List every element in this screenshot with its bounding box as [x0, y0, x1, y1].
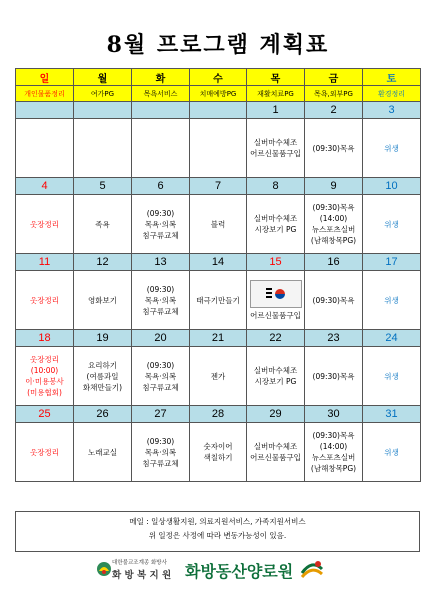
- activity-text: 숫자이어: [203, 442, 233, 451]
- date-number: 31: [363, 406, 421, 423]
- activity-text: 위생: [384, 371, 399, 381]
- date-number: [74, 102, 132, 119]
- activity-cell: [132, 119, 190, 178]
- activity-text: 색칠하기: [203, 453, 233, 462]
- activity-text: 실버마수체조: [253, 138, 298, 147]
- program-theme: 재활치료PG: [247, 86, 305, 102]
- activity-text: 실버마수체조: [253, 366, 298, 375]
- activity-cell: [190, 423, 247, 482]
- date-number: 26: [74, 406, 132, 423]
- activity-text: 실버마수체조: [253, 214, 298, 223]
- activity-cell: [74, 271, 132, 330]
- date-row: [16, 102, 421, 119]
- activity-text: 목욕·의복: [144, 371, 177, 381]
- date-number: 17: [363, 254, 421, 271]
- activity-text: 목욕·의복: [144, 295, 177, 305]
- activity-row: [16, 195, 421, 254]
- activity-text: 옷장정리: [30, 219, 59, 229]
- date-number: 2: [305, 102, 363, 119]
- weekday-header: 화: [132, 69, 190, 86]
- activity-text: 이·미용봉사: [25, 377, 64, 386]
- footer: [0, 553, 436, 587]
- date-number: 12: [74, 254, 132, 271]
- date-number: [190, 102, 247, 119]
- activity-text: 어르신물품구입: [250, 149, 301, 158]
- theme-row: [16, 86, 421, 102]
- activity-text: (여름과일: [86, 371, 119, 381]
- date-number: 27: [132, 406, 190, 423]
- date-number: 10: [363, 178, 421, 195]
- activity-cell: [363, 423, 421, 482]
- activity-text: 시장보기 PG: [254, 377, 297, 386]
- date-number: 25: [16, 406, 74, 423]
- activity-text: (남해창목PG): [310, 464, 357, 473]
- schedule-table: [15, 68, 421, 482]
- activity-text: (09:30)목욕: [312, 371, 355, 381]
- activity-text: (09:30): [146, 208, 175, 218]
- date-number: [132, 102, 190, 119]
- activity-text: 어르신물품구입: [250, 310, 301, 320]
- activity-text: 블럭: [210, 219, 226, 229]
- date-number: 24: [363, 330, 421, 347]
- program-theme: 환경정리: [363, 86, 421, 102]
- date-number: 5: [74, 178, 132, 195]
- activity-cell: [305, 119, 363, 178]
- program-theme: 목욕서비스: [132, 86, 190, 102]
- org-branch-name: 화 방 복 지 원: [112, 570, 172, 581]
- date-number: 18: [16, 330, 74, 347]
- program-theme: 치매예방PG: [190, 86, 247, 102]
- date-number: 23: [305, 330, 363, 347]
- activity-text: 노래교실: [88, 447, 117, 457]
- activity-text: 젠가: [210, 371, 226, 381]
- activity-text: 목욕·의복: [144, 219, 177, 229]
- activity-cell: [305, 195, 363, 254]
- activity-cell: [132, 271, 190, 330]
- activity-text: (09:30)목욕: [312, 431, 355, 440]
- date-number: 1: [247, 102, 305, 119]
- remark-line-1: 메일 : 일상생활지원, 의료지원서비스, 가족지원서비스: [129, 517, 306, 526]
- activity-cell: [190, 271, 247, 330]
- weekday-header: 금: [305, 69, 363, 86]
- date-number: 15: [247, 254, 305, 271]
- activity-text: 침구류교체: [142, 382, 179, 392]
- korean-flag-icon: [250, 280, 302, 308]
- date-number: [16, 102, 74, 119]
- org-parent-name: 대한불교조계종 화방사: [112, 560, 167, 566]
- activity-text: 실버마수체조: [253, 442, 298, 451]
- activity-cell: [190, 195, 247, 254]
- activity-cell: [363, 119, 421, 178]
- activity-text: 위생: [384, 295, 399, 305]
- remark-line-2: 위 일정은 사정에 따라 변동가능성이 있음.: [148, 531, 287, 540]
- activity-cell: [74, 423, 132, 482]
- date-number: 3: [363, 102, 421, 119]
- date-number: 22: [247, 330, 305, 347]
- activity-text: 화채만들기): [82, 382, 123, 392]
- activity-text: 침구류교체: [142, 458, 179, 468]
- activity-cell: [16, 195, 74, 254]
- date-number: 8: [247, 178, 305, 195]
- activity-row: [16, 119, 421, 178]
- activity-text: 위생: [384, 219, 399, 229]
- activity-cell: [247, 271, 305, 330]
- program-theme: 개인물품정리: [16, 86, 74, 102]
- activity-row: [16, 271, 421, 330]
- activity-text: (10:00): [30, 366, 59, 375]
- activity-text: (미용협회): [27, 388, 62, 397]
- date-number: 6: [132, 178, 190, 195]
- activity-text: 요리하기: [88, 360, 117, 370]
- activity-cell: [190, 347, 247, 406]
- date-number: 14: [190, 254, 247, 271]
- activity-text: 위생: [384, 143, 399, 153]
- weekday-header: 토: [363, 69, 421, 86]
- activity-text: 위생: [384, 447, 399, 457]
- activity-text: 목욕·의복: [144, 447, 177, 457]
- remark-box: [15, 511, 420, 552]
- date-number: 19: [74, 330, 132, 347]
- date-number: 13: [132, 254, 190, 271]
- activity-text: 어르신물품구입: [250, 453, 301, 462]
- activity-cell: [132, 195, 190, 254]
- page-title: 8월 프로그램 계획표: [106, 32, 330, 58]
- activity-cell: [16, 119, 74, 178]
- date-number: 4: [16, 178, 74, 195]
- activity-row: [16, 347, 421, 406]
- activity-cell: [74, 347, 132, 406]
- activity-text: (09:30)목욕: [312, 203, 355, 212]
- activity-text: 침구류교체: [142, 306, 179, 316]
- activity-text: (남해창목PG): [310, 236, 357, 245]
- activity-text: 태극기만들기: [196, 295, 240, 305]
- activity-text: (14:00): [319, 214, 348, 223]
- date-number: 30: [305, 406, 363, 423]
- activity-cell: [74, 119, 132, 178]
- temple-logo-icon: [96, 561, 112, 577]
- date-number: 9: [305, 178, 363, 195]
- date-number: 20: [132, 330, 190, 347]
- date-row: [16, 178, 421, 195]
- activity-cell: [16, 423, 74, 482]
- activity-cell: [247, 119, 305, 178]
- date-row: [16, 330, 421, 347]
- activity-cell: [363, 347, 421, 406]
- activity-cell: [132, 423, 190, 482]
- org-main-name: 화방동산양로원: [185, 562, 294, 581]
- activity-text: (09:30): [146, 360, 175, 370]
- activity-text: 영화보기: [88, 295, 117, 305]
- activity-row: [16, 423, 421, 482]
- activity-cell: [363, 271, 421, 330]
- activity-cell: [305, 347, 363, 406]
- activity-cell: [247, 195, 305, 254]
- activity-cell: [247, 423, 305, 482]
- activity-text: 옷장정리: [30, 295, 59, 305]
- date-number: 28: [190, 406, 247, 423]
- weekday-header: 일: [16, 69, 74, 86]
- activity-cell: [16, 347, 74, 406]
- activity-text: 옷장정리: [30, 355, 59, 364]
- activity-cell: [190, 119, 247, 178]
- activity-cell: [74, 195, 132, 254]
- activity-cell: [305, 423, 363, 482]
- date-row: [16, 406, 421, 423]
- activity-cell: [305, 271, 363, 330]
- program-theme: 여가PG: [74, 86, 132, 102]
- activity-cell: [132, 347, 190, 406]
- weekday-header: 월: [74, 69, 132, 86]
- weekday-header-row: [16, 69, 421, 86]
- weekday-header: 목: [247, 69, 305, 86]
- date-number: 16: [305, 254, 363, 271]
- activity-text: 옷장정리: [30, 447, 59, 457]
- weekday-header: 수: [190, 69, 247, 86]
- activity-text: 족욕: [95, 219, 110, 229]
- date-number: 11: [16, 254, 74, 271]
- activity-text: (14:00): [319, 442, 348, 451]
- activity-text: 뉴스포츠실버: [311, 225, 356, 234]
- activity-text: 뉴스포츠실버: [311, 453, 356, 462]
- activity-text: (09:30)목욕: [312, 143, 355, 153]
- activity-cell: [16, 271, 74, 330]
- program-theme: 목욕,외부PG: [305, 86, 363, 102]
- activity-text: (09:30)목욕: [312, 295, 355, 305]
- date-number: 21: [190, 330, 247, 347]
- date-number: 7: [190, 178, 247, 195]
- date-row: [16, 254, 421, 271]
- activity-cell: [247, 347, 305, 406]
- nursing-home-emblem-icon: [298, 557, 326, 583]
- date-number: 29: [247, 406, 305, 423]
- activity-text: 침구류교체: [142, 230, 179, 240]
- activity-text: (09:30): [146, 436, 175, 446]
- activity-text: 시장보기 PG: [254, 225, 297, 234]
- activity-cell: [363, 195, 421, 254]
- activity-text: (09:30): [146, 284, 175, 294]
